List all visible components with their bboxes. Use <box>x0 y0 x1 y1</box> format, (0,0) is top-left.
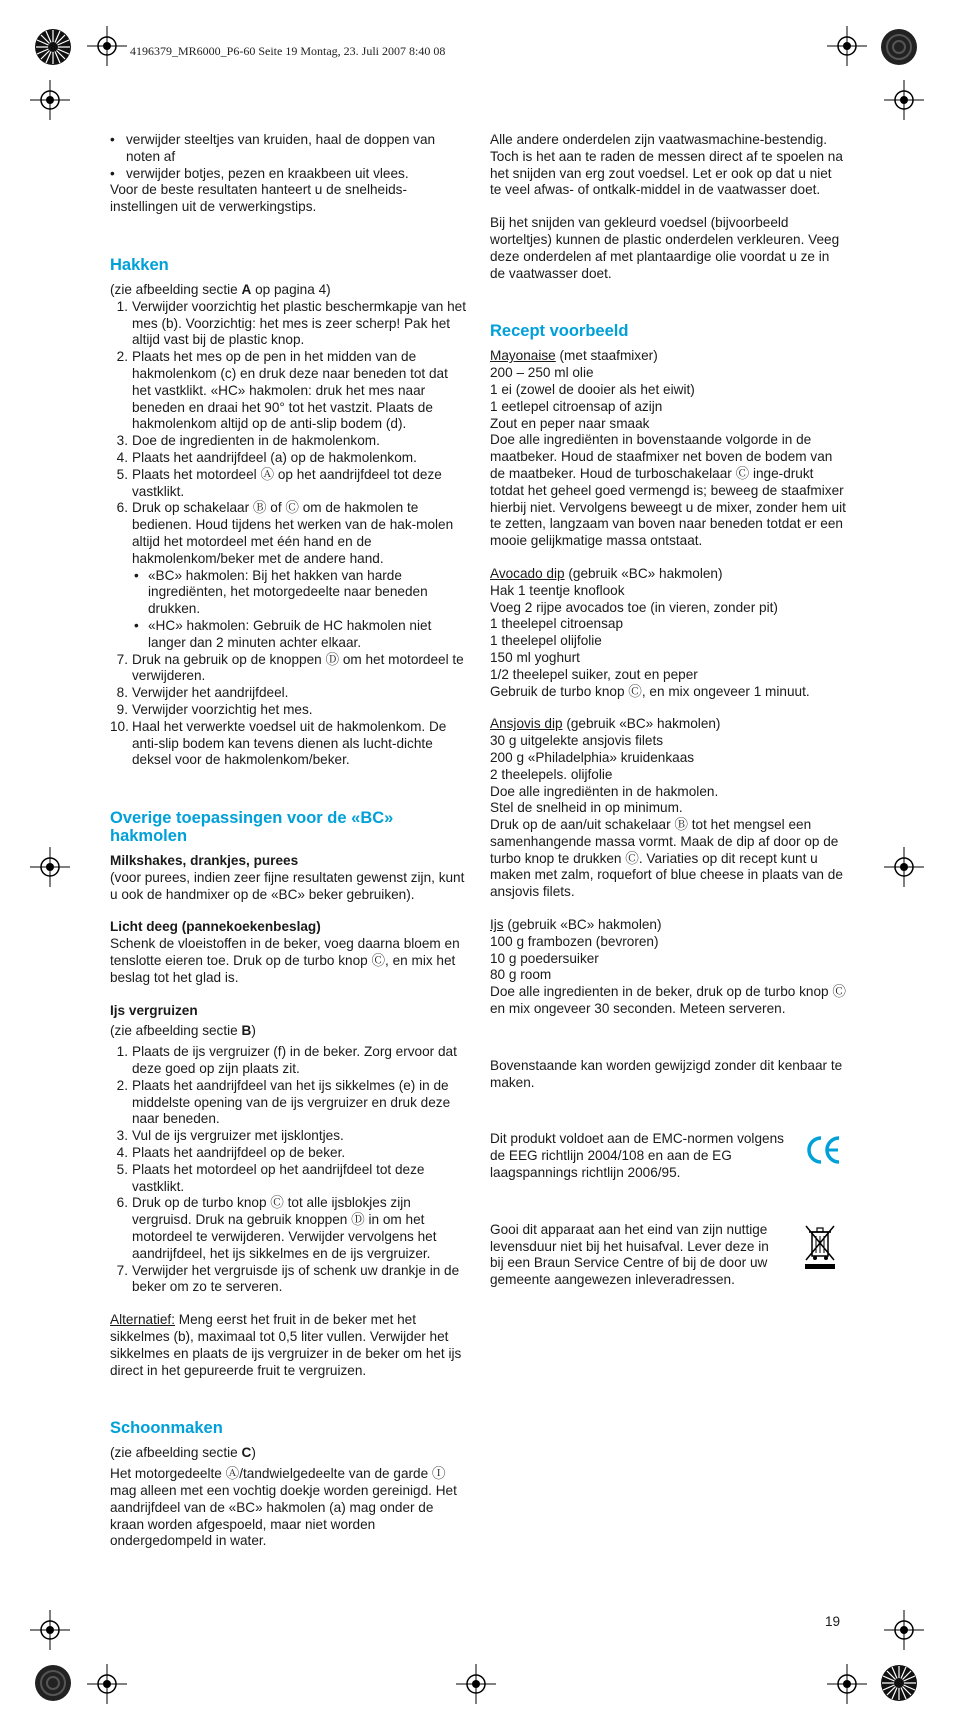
section-reference: (zie afbeelding sectie A op pagina 4) <box>110 281 331 297</box>
registration-wheel-icon <box>34 28 72 66</box>
ingredient-line: 1 theelepel olijfolie <box>490 633 602 649</box>
list-item: 2. Plaats het mes op de pen in het midden van de hakmolenkom (c) en druk deze naar beneden tot dat het vastklikt. «HC» hakmolen: druk het mes naar beneden en draai het 90° tot het vastzit. Plaats de hakmolenkom altijd op de anti-slip bodem (d). <box>116 349 448 432</box>
list-item: 4. Plaats het aandrijfdeel (a) op de hakmolenkom. <box>116 449 417 465</box>
ingredient-line: 80 g room <box>490 967 552 983</box>
subsection-title: Licht deeg (pannekoekenbeslag) <box>110 919 321 935</box>
list-item: 8. Verwijder het aandrijfdeel. <box>116 685 289 701</box>
intro-text: Voor de beste resultaten hanteert u de snelheids-instellingen uit de verwerkingstips. <box>110 182 407 215</box>
print-slug: 4196379_MR6000_P6-60 Seite 19 Montag, 23. Juli 2007 8:40 08 <box>130 44 446 58</box>
ingredient-line: Zout en peper naar smaak <box>490 415 650 431</box>
ingredient-line: Gebruik de turbo knop Ⓒ, en mix ongeveer 1 minuut. <box>490 683 810 699</box>
ijs-steps <box>110 1044 466 1296</box>
section-title-schoonmaken: Schoonmaken <box>110 1419 223 1438</box>
crosshair-mark-icon <box>884 80 924 120</box>
recipe-title: Ansjovis dip (gebruik «BC» hakmolen) <box>490 716 721 732</box>
list-item: 2. Plaats het aandrijfdeel van het ijs sikkelmes (e) in de middelste opening van de ijs vergruizer en druk deze naar beneden. <box>116 1077 451 1127</box>
hakken-steps <box>110 299 466 568</box>
registration-wheel-icon <box>880 28 918 66</box>
ingredient-line: 200 – 250 ml olie <box>490 365 594 381</box>
list-item: 6. Druk op de turbo knop Ⓒ tot alle ijsblokjes zijn vergruisd. Druk na gebruik knoppen Ⓓ in om het motordeel te verwijderen. Verwijder vervolgens het aandrijfdeel, het ijs sikkelmes en de ijs vergruizer. <box>116 1195 437 1261</box>
section-reference: (zie afbeelding sectie C) <box>110 1445 256 1461</box>
list-item: • «BC» hakmolen: Bij het hakken van harde ingrediënten, het motorgedeelte naar beneden drukken. <box>132 568 466 618</box>
ingredient-line: 1 eetlepel citroensap of azijn <box>490 398 663 414</box>
list-item: • verwijder botjes, pezen en kraakbeen uit vlees. <box>110 166 466 183</box>
crosshair-mark-icon <box>827 1664 867 1704</box>
list-item: 3. Doe de ingredienten in de hakmolenkom. <box>116 433 380 449</box>
list-item: 5. Plaats het motordeel op het aandrijfdeel tot deze vastklikt. <box>116 1161 425 1194</box>
list-item: • verwijder steeltjes van kruiden, haal de doppen van noten af <box>110 132 466 166</box>
crosshair-mark-icon <box>30 1610 70 1650</box>
ingredient-line: 200 g «Philadelphia» kruidenkaas <box>490 749 695 765</box>
change-notice: Bovenstaande kan worden gewijzigd zonder dit kenbaar te maken. <box>490 1057 843 1090</box>
crossed-out-bin-icon <box>804 1224 836 1275</box>
crosshair-mark-icon <box>456 1664 496 1704</box>
list-item: 10. Haal het verwerkte voedsel uit de hakmolenkom. De anti-slip bodem kan tevens dienen als lucht-dichte deksel voor de hakmolenkom/beker. <box>110 718 447 768</box>
recipe-title: Ijs (gebruik «BC» hakmolen) <box>490 917 662 933</box>
crosshair-mark-icon <box>884 847 924 887</box>
ingredient-line: 1 ei (zowel de dooier als het eiwit) <box>490 381 695 397</box>
crosshair-mark-icon <box>30 847 70 887</box>
list-item: 1. Plaats de ijs vergruizer (f) in de beker. Zorg ervoor dat deze goed op zijn plaats zit. <box>116 1044 457 1077</box>
list-item: 6. Druk op schakelaar Ⓑ of Ⓒ om de hakmolen te bedienen. Houd tijdens het werken van de hak-molen altijd het motordeel met één hand en de hakmolenkom/beker met de andere hand. <box>116 500 454 566</box>
list-item: 4. Plaats het aandrijfdeel op de beker. <box>116 1145 346 1161</box>
paragraph: Druk op de aan/uit schakelaar Ⓑ tot het mengsel een samenhangende massa vormt. Maak de dip af door op de turbo knop te drukken Ⓒ. Variaties op dit recept kunt u maken met zalm, roquefort of blue cheese in plaats van de ansjovis filets. <box>490 817 843 900</box>
list-item: 1. Verwijder voorzichtig het plastic beschermkapje van het mes (b). Voorzichtig: het mes is zeer scherp! Pak het altijd vast bij de plastic knop. <box>116 298 466 348</box>
list-item: 5. Plaats het motordeel Ⓐ op het aandrijfdeel tot deze vastklikt. <box>116 466 442 499</box>
ingredient-line: Doe alle ingrediënten in de hakmolen. <box>490 783 719 799</box>
section-title-hakken: Hakken <box>110 255 169 274</box>
registration-wheel-icon <box>34 1664 72 1702</box>
paragraph: Bij het snijden van gekleurd voedsel (bijvoorbeeld worteltjes) kunnen de plastic onderdelen verkleuren. Veeg deze onderdelen af met plantaardige olie voordat u ze in de vaatwasser doet. <box>490 215 840 281</box>
ingredient-line: 2 theelepels. olijfolie <box>490 766 613 782</box>
list-item: 7. Druk na gebruik op de knoppen Ⓓ om het motordeel te verwijderen. <box>116 651 464 684</box>
section-reference: (zie afbeelding sectie B) <box>110 1023 256 1039</box>
paragraph: Schenk de vloeistoffen in de beker, voeg daarna bloem en tenslotte eieren toe. Druk op de turbo knop Ⓒ, en mix het beslag tot het glad is. <box>110 936 460 985</box>
ce-mark-icon <box>806 1135 842 1170</box>
paragraph: Alternatief: Meng eerst het fruit in de beker met het sikkelmes (b), maximaal tot 0,5 liter vullen. Verwijder het sikkelmes en plaats de ijs vergruizer in de beker om het ijs direct in het gepureerde fruit te vergruizen. <box>110 1312 462 1378</box>
subsection-title: Ijs vergruizen <box>110 1002 198 1018</box>
crosshair-mark-icon <box>87 26 127 66</box>
ingredient-line: 1/2 theelepel suiker, zout en peper <box>490 666 698 682</box>
ingredient-line: 30 g uitgelekte ansjovis filets <box>490 733 664 749</box>
ingredient-line: 1 theelepel citroensap <box>490 616 624 632</box>
paragraph: Doe alle ingredienten in de beker, druk op de turbo knop Ⓒ en mix ongeveer 30 seconden. Meteen serveren. <box>490 984 846 1017</box>
recipe-title: Mayonaise (met staafmixer) <box>490 348 658 364</box>
crosshair-mark-icon <box>30 80 70 120</box>
registration-wheel-icon <box>880 1664 918 1702</box>
paragraph: (voor purees, indien zeer fijne resultaten gewenst zijn, kunt u ook de handmixer op de «BC» beker gebruiken). <box>110 869 465 902</box>
list-item: 7. Verwijder het vergruisde ijs of schenk uw drankje in de beker om zo te serveren. <box>116 1262 460 1295</box>
list-item: 3. Vul de ijs vergruizer met ijsklontjes. <box>116 1128 344 1144</box>
list-item: 9. Verwijder voorzichtig het mes. <box>116 701 313 717</box>
crosshair-mark-icon <box>87 1664 127 1704</box>
list-item: • «HC» hakmolen: Gebruik de HC hakmolen niet langer dan 2 minuten achter elkaar. <box>132 618 466 652</box>
left-column <box>110 132 466 1550</box>
subsection-title: Milkshakes, drankjes, purees <box>110 853 299 869</box>
section-title-overige: Overige toepassingen voor de «BC» hakmolen <box>110 809 394 846</box>
paragraph: Doe alle ingrediënten in bovenstaande volgorde in de maatbeker. Houd de staafmixer net boven de bodem van de maatbeker. Houd de turboschakelaar Ⓒ inge-drukt totdat het geheel goed vermengd is; beweeg de staafmixer hierbij niet. Vervolgens beweegt u de mixer, zonder hem uit te zetten, langzaam van boven naar beneden totdat er een mooie gelijkmatige massa ontstaat. <box>490 432 846 549</box>
crosshair-mark-icon <box>827 26 867 66</box>
section-title-recept: Recept voorbeeld <box>490 322 629 341</box>
ingredient-line: 100 g frambozen (bevroren) <box>490 933 659 949</box>
waste-notice: Gooi dit apparaat aan het eind van zijn nuttige levensduur niet bij het huisafval. Lever deze in bij een Braun Service Centre of bij de door uw gemeente aangewezen inleveradressen. <box>490 1222 846 1289</box>
emc-notice: Dit produkt voldoet aan de EMC-normen volgens de EEG richtlijn 2004/108 en aan de EG laagspannings richtlijn 2006/95. <box>490 1131 846 1181</box>
ingredient-line: Hak 1 teentje knoflook <box>490 582 625 598</box>
ingredient-line: 10 g poedersuiker <box>490 950 599 966</box>
ingredient-line: 150 ml yoghurt <box>490 649 580 665</box>
page-number: 19 <box>825 1614 841 1629</box>
recipe-title: Avocado dip (gebruik «BC» hakmolen) <box>490 565 723 581</box>
paragraph: Het motorgedeelte Ⓐ/tandwielgedeelte van de garde Ⓘ mag alleen met een vochtig doekje worden gereinigd. Het aandrijfdeel van de «BC» hakmolen (a) mag onder de kraan worden afgespoeld, maar niet worden ondergedompeld in water. <box>110 1466 457 1549</box>
paragraph: Alle andere onderdelen zijn vaatwasmachine-bestendig. Toch is het aan te raden de messen direct af te spoelen na het snijden van erg zout voedsel. Let er ook op dat u niet te veel afwas- of ontkalk-middel in de vaatwasser doet. <box>490 132 843 198</box>
hakken-steps-continued <box>110 652 466 770</box>
right-column <box>490 132 846 1289</box>
crosshair-mark-icon <box>884 1610 924 1650</box>
ingredient-line: Stel de snelheid in op minimum. <box>490 800 683 816</box>
ingredient-line: Voeg 2 rijpe avocados toe (in vieren, zonder pit) <box>490 599 778 615</box>
